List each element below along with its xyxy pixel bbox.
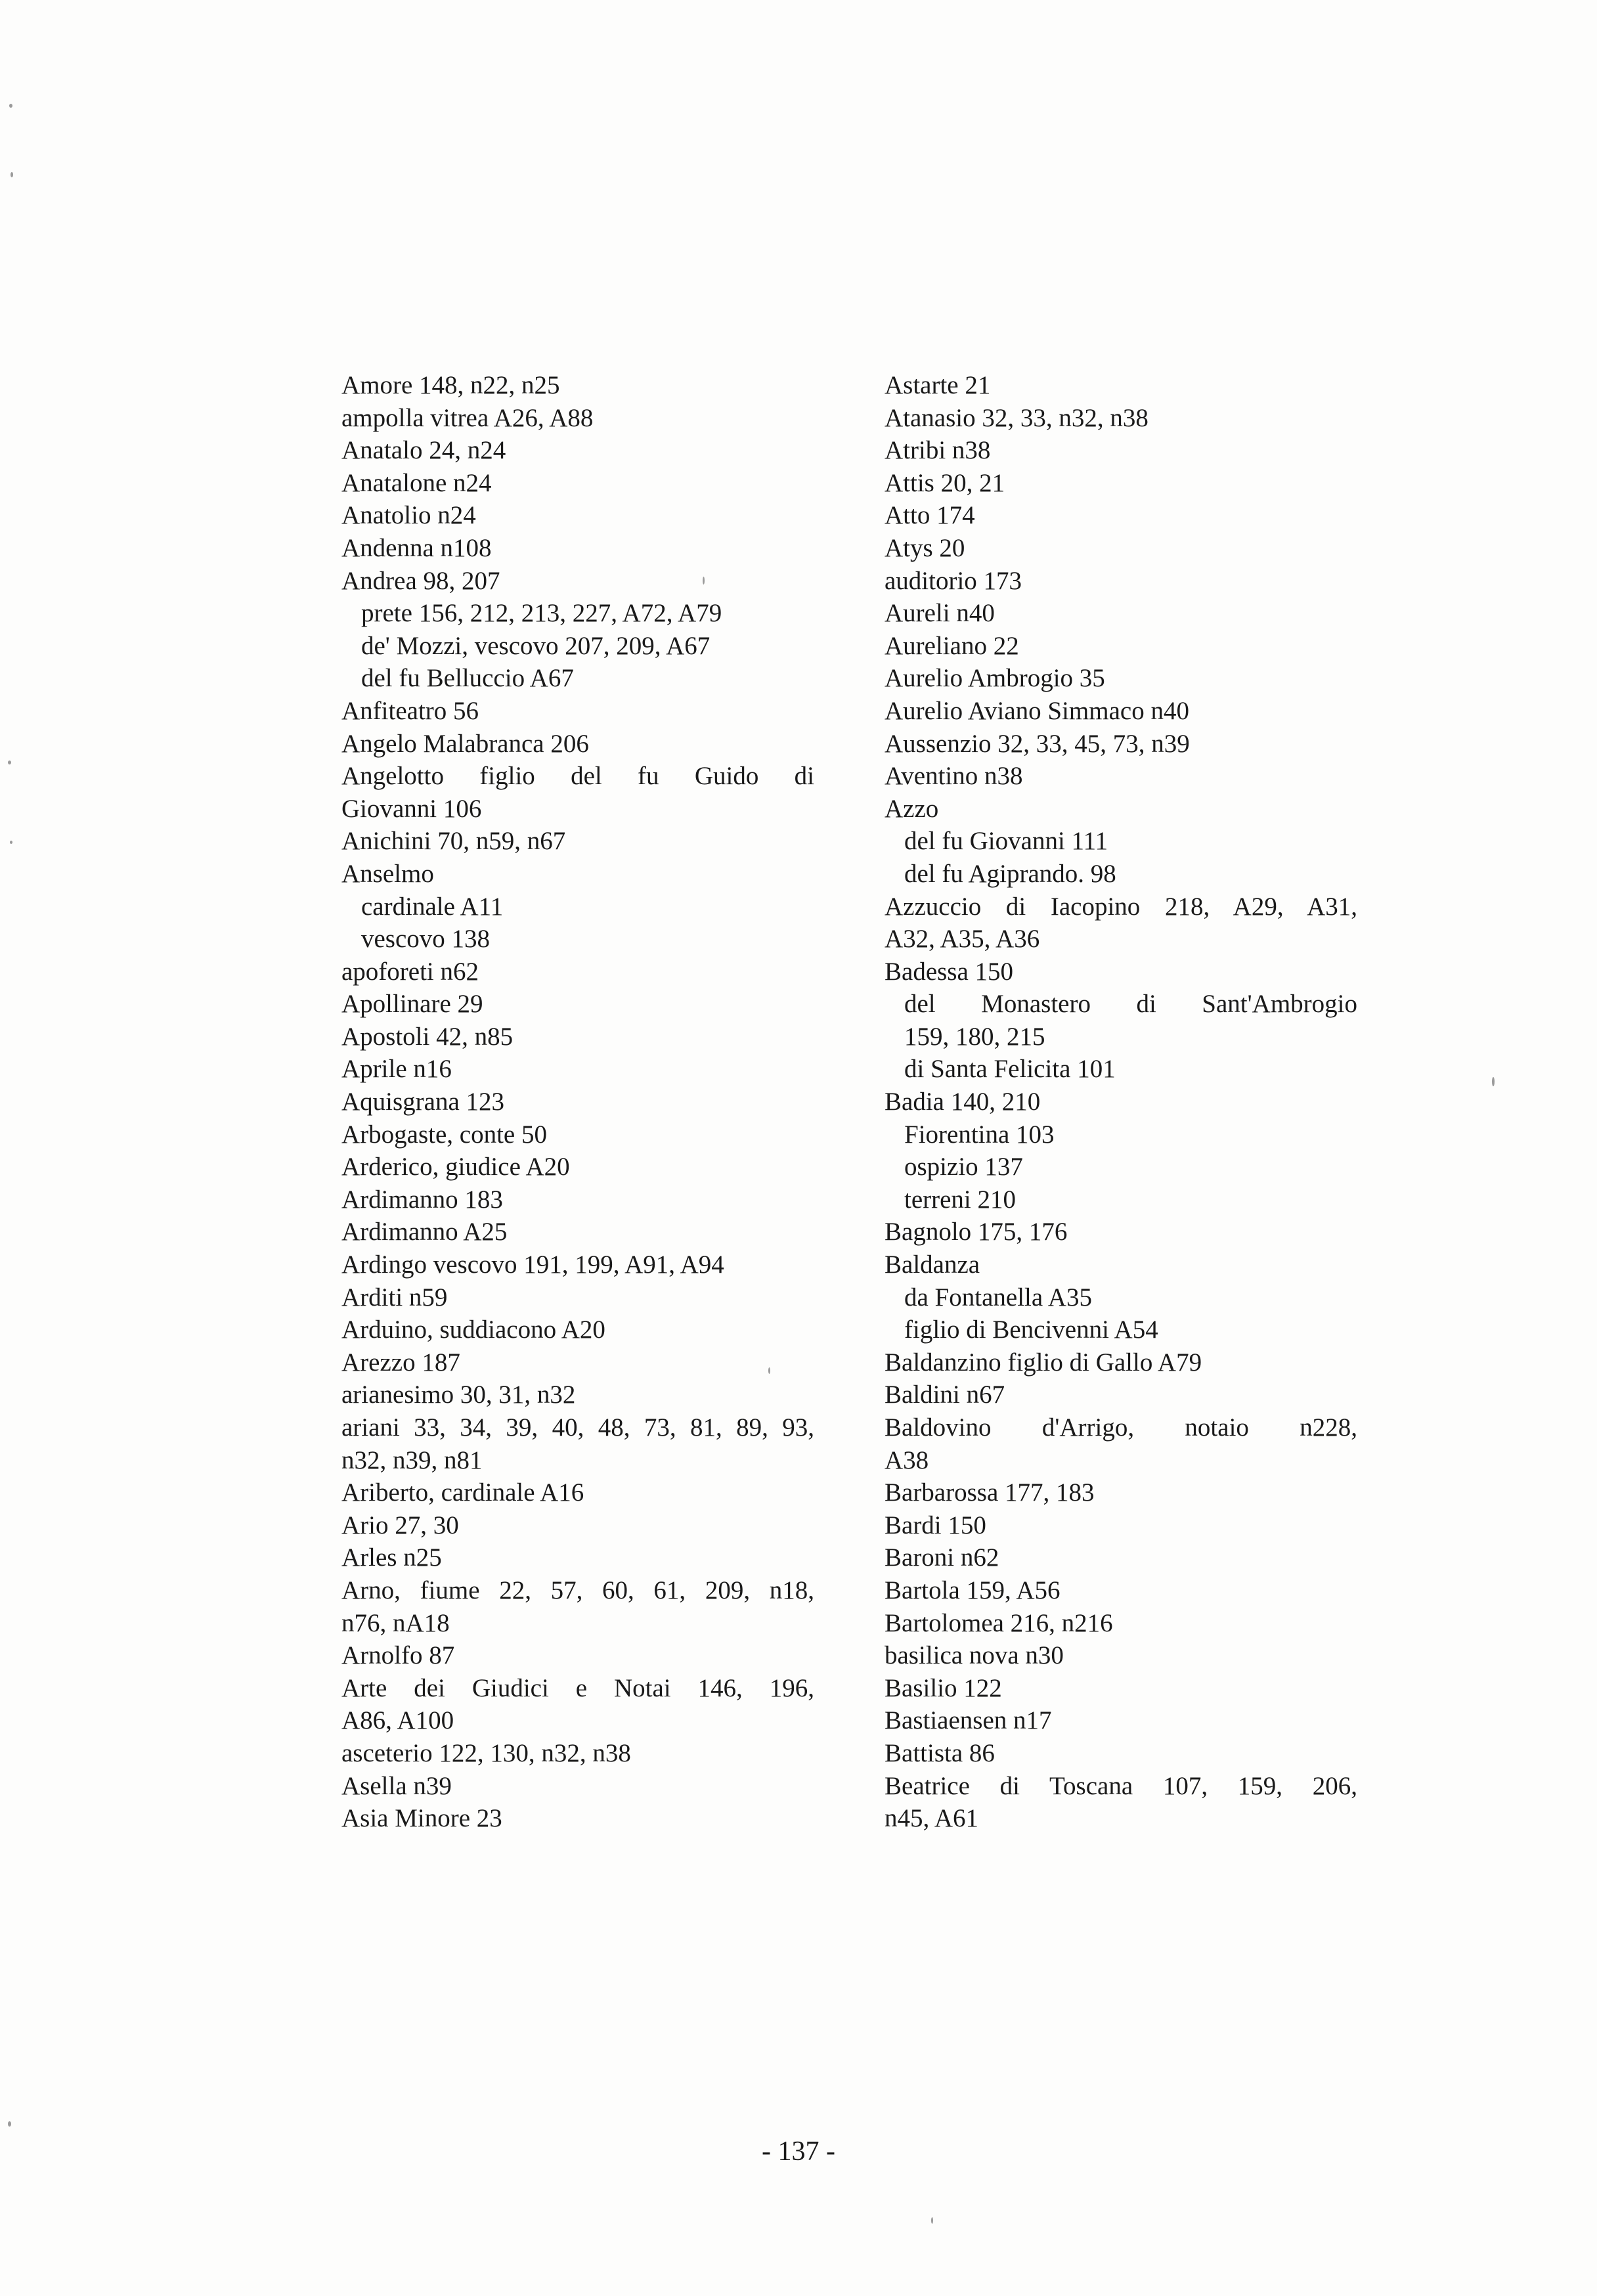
index-entry: basilica nova n30	[885, 1641, 1064, 1670]
index-entry: Arezzo 187	[341, 1348, 460, 1377]
index-entry	[341, 1411, 814, 1476]
scan-speck	[703, 577, 705, 585]
index-entry-line: Baldovino d'Arrigo, notaio n228,	[885, 1413, 1357, 1442]
index-entry: Apostoli 42, n85	[341, 1022, 514, 1051]
index-entry-continuation: A86, A100	[341, 1706, 454, 1735]
index-entry-line: Azzuccio di Iacopino 218, A29, A31,	[885, 892, 1357, 921]
index-entry: Andrea 98, 207	[341, 566, 500, 595]
index-entry: Badessa 150	[885, 957, 1014, 986]
index-entry-line: Angelotto figlio del fu Guido di	[341, 762, 814, 791]
index-entry: Ardimanno 183	[341, 1185, 503, 1214]
index-entry: Battista 86	[885, 1738, 995, 1767]
index-subentry: cardinale A11	[361, 892, 504, 921]
scan-speck	[11, 172, 13, 177]
index-subentry: figlio di Bencivenni A54	[904, 1315, 1158, 1344]
index-column-left	[341, 369, 814, 1835]
scan-speck	[931, 2217, 933, 2224]
index-subentry	[885, 988, 1357, 1053]
index-entry: Aurelio Ambrogio 35	[885, 664, 1105, 693]
scan-speck	[9, 104, 12, 108]
index-entry-continuation: A32, A35, A36	[885, 925, 1040, 954]
index-entry: Aureli n40	[885, 599, 995, 628]
index-entry: Anatalo 24, n24	[341, 436, 506, 465]
index-entry: Asella n39	[341, 1771, 452, 1800]
index-entry: Anatolio n24	[341, 501, 476, 530]
index-entry: Arderico, giudice A20	[341, 1153, 570, 1181]
index-subentry: terreni 210	[904, 1185, 1017, 1214]
index-entry	[885, 1411, 1357, 1476]
index-entry: Attis 20, 21	[885, 468, 1005, 497]
index-entry	[341, 1574, 814, 1639]
index-subentry: prete 156, 212, 213, 227, A72, A79	[361, 599, 722, 628]
index-entry: Asia Minore 23	[341, 1804, 502, 1833]
index-entry-line: Arte dei Giudici e Notai 146, 196,	[341, 1673, 814, 1702]
index-subentry: del fu Giovanni 111	[904, 827, 1108, 856]
index-entry	[885, 891, 1357, 956]
index-entry	[341, 760, 814, 825]
index-entry: Anfiteatro 56	[341, 696, 479, 725]
index-subentry: de' Mozzi, vescovo 207, 209, A67	[361, 631, 711, 660]
index-entry-line: ariani 33, 34, 39, 40, 48, 73, 81, 89, 93,	[341, 1413, 814, 1442]
index-entry: Aprile n16	[341, 1055, 452, 1084]
index-entry-continuation: n32, n39, n81	[341, 1446, 483, 1474]
index-entry: Barbarossa 177, 183	[885, 1478, 1095, 1507]
index-entry: Aquisgrana 123	[341, 1088, 505, 1116]
index-entry: auditorio 173	[885, 566, 1022, 595]
index-entry: Atribi n38	[885, 436, 991, 465]
index-subentry: di Santa Felicita 101	[904, 1055, 1116, 1084]
index-entry: Aventino n38	[885, 762, 1023, 791]
index-entry: Astarte 21	[885, 371, 991, 399]
index-entry-continuation: Giovanni 106	[341, 794, 482, 823]
index-subentry: vescovo 138	[361, 925, 491, 954]
scan-speck	[8, 761, 11, 764]
index-subentry: ospizio 137	[904, 1153, 1023, 1181]
index-subentry: da Fontanella A35	[904, 1283, 1092, 1312]
index-entry: Arditi n59	[341, 1283, 448, 1312]
index-entry: Anichini 70, n59, n67	[341, 827, 566, 856]
index-entry-continuation: 159, 180, 215	[904, 1022, 1045, 1051]
index-entry: Aurelio Aviano Simmaco n40	[885, 696, 1189, 725]
index-entry: Ario 27, 30	[341, 1511, 459, 1539]
index-entry: Bartola 159, A56	[885, 1576, 1061, 1604]
index-entry: Anatalone n24	[341, 468, 492, 497]
page-number: - 137 -	[762, 2136, 835, 2167]
index-entry: Angelo Malabranca 206	[341, 729, 589, 758]
index-entry: Arles n25	[341, 1543, 442, 1572]
index-entry: Azzo	[885, 794, 939, 823]
index-entry: apoforeti n62	[341, 957, 479, 986]
index-entry: Andenna n108	[341, 533, 492, 562]
index-entry: Basilio 122	[885, 1673, 1002, 1702]
index-entry: Apollinare 29	[341, 990, 483, 1019]
index-entry: Bastiaensen n17	[885, 1706, 1052, 1735]
index-entry: Bagnolo 175, 176	[885, 1218, 1068, 1247]
index-subentry: Fiorentina 103	[904, 1120, 1055, 1149]
index-entry-line: Beatrice di Toscana 107, 159, 206,	[885, 1771, 1357, 1800]
scan-speck	[10, 841, 12, 844]
index-entry	[341, 1672, 814, 1737]
index-entry: Ardingo vescovo 191, 199, A91, A94	[341, 1250, 724, 1279]
index-subentry: del fu Agiprando. 98	[904, 859, 1116, 888]
index-entry: Anselmo	[341, 859, 434, 888]
index-entry	[885, 1770, 1357, 1835]
scan-speck	[1492, 1077, 1495, 1086]
index-entry: Bartolomea 216, n216	[885, 1608, 1113, 1637]
index-entry: Baldini n67	[885, 1380, 1005, 1409]
index-entry: Aussenzio 32, 33, 45, 73, n39	[885, 729, 1190, 758]
index-subentry: del fu Belluccio A67	[361, 664, 574, 693]
index-entry-line: Arno, fiume 22, 57, 60, 61, 209, n18,	[341, 1576, 814, 1604]
index-entry: Amore 148, n22, n25	[341, 371, 560, 399]
index-entry: Badia 140, 210	[885, 1088, 1041, 1116]
index-entry: Arnolfo 87	[341, 1641, 455, 1670]
index-entry: asceterio 122, 130, n32, n38	[341, 1738, 631, 1767]
index-entry: Atto 174	[885, 501, 975, 530]
index-entry-line: del Monastero di Sant'Ambrogio	[904, 990, 1357, 1019]
index-entry: Baroni n62	[885, 1543, 999, 1572]
index-entry-continuation: A38	[885, 1446, 929, 1474]
index-entry: Atys 20	[885, 533, 965, 562]
scan-speck	[768, 1367, 770, 1374]
index-entry: Baldanzino figlio di Gallo A79	[885, 1348, 1202, 1377]
index-entry: Arbogaste, conte 50	[341, 1120, 547, 1149]
index-entry: Atanasio 32, 33, n32, n38	[885, 403, 1149, 432]
index-entry: Arduino, suddiacono A20	[341, 1315, 605, 1344]
index-entry-continuation: n45, A61	[885, 1804, 979, 1833]
index-entry: Aureliano 22	[885, 631, 1019, 660]
index-entry: Ardimanno A25	[341, 1218, 508, 1247]
index-entry: Ariberto, cardinale A16	[341, 1478, 584, 1507]
scan-speck	[8, 2121, 11, 2127]
index-entry-continuation: n76, nA18	[341, 1608, 450, 1637]
index-entry: Baldanza	[885, 1250, 980, 1279]
index-entry: Bardi 150	[885, 1511, 986, 1539]
index-column-right	[885, 369, 1357, 1835]
index-entry: ampolla vitrea A26, A88	[341, 403, 594, 432]
index-entry: arianesimo 30, 31, n32	[341, 1380, 576, 1409]
